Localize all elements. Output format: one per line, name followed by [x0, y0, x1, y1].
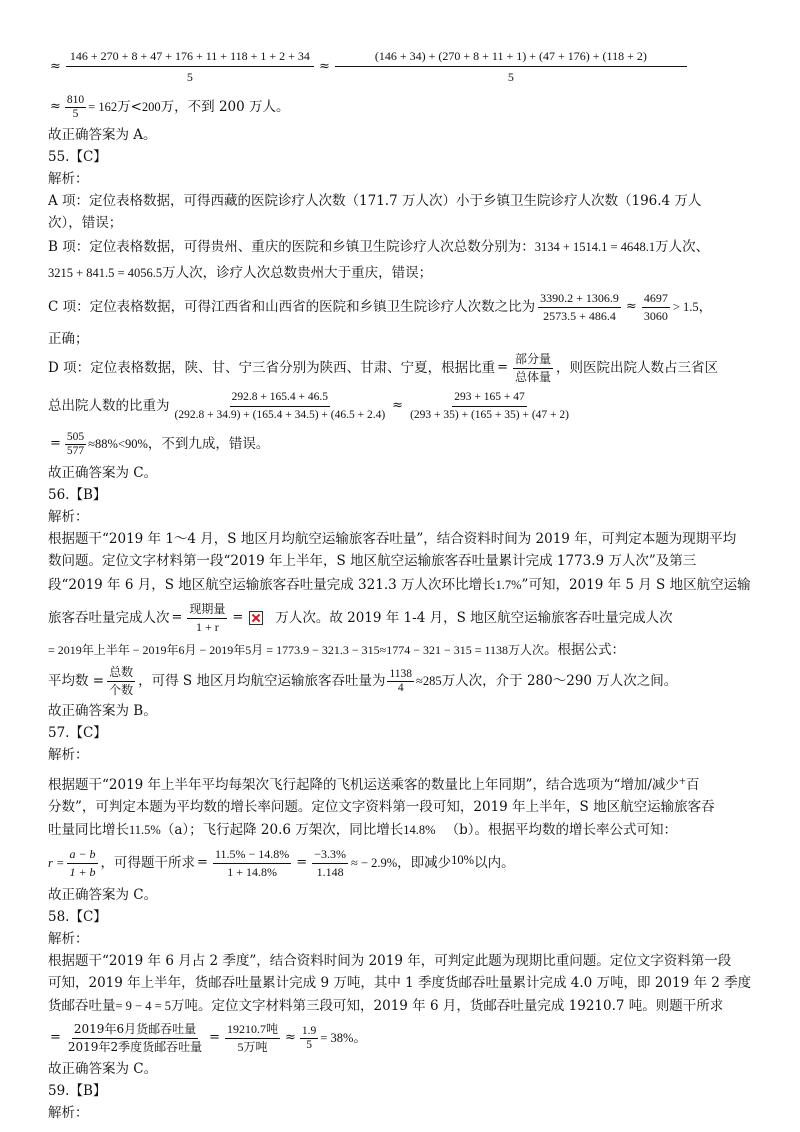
math-expression: = 38% — [320, 1031, 354, 1045]
math-expression: = 2019年上半年 − 2019年6月 − 2019年5月 = 1773.9 − 321.3 − 315≈1774 − 321 − 315 = 1138万人次 — [48, 643, 545, 657]
fraction-numerator: (146 + 34) + (270 + 8 + 11 + 1) + (47 + 176) + (118 + 2) — [335, 48, 687, 67]
fraction-sum-raw — [66, 48, 314, 85]
option-a-line: A 项：定位表格数据，可得西藏的医院诊疗人次数（171.7 万人次）小于乡镇卫生院诊疗人次数（196.4 万人 — [48, 193, 702, 209]
text-run: ， — [698, 299, 713, 315]
text-run: 。根据公式： — [544, 642, 626, 658]
option-b-line — [48, 234, 760, 260]
fraction-jiangxi-shanxi — [538, 291, 621, 324]
analysis-line — [48, 994, 760, 1018]
fraction-505-577 — [65, 431, 86, 458]
question-heading: 55.【C】 — [48, 149, 107, 165]
fraction-numerator: 19210.7吨 — [225, 1022, 280, 1039]
option-c-line: 正确； — [48, 331, 89, 347]
fraction-denominator: 1 + 14.8% — [227, 864, 277, 879]
approx-sign: ≈ — [50, 58, 61, 74]
fraction-numerator: 505 — [66, 430, 85, 443]
math-expression: = 9 − 4 = 5 — [115, 999, 172, 1013]
fraction-proportion-formula — [513, 352, 553, 385]
fraction-denominator: 2019年2季度货邮吞吐量 — [67, 1039, 203, 1054]
analysis-label: 解析： — [48, 1105, 89, 1121]
fraction-denominator: 5 — [186, 69, 193, 84]
answer-line: 故正确答案为 C。 — [48, 465, 158, 481]
fraction-denominator: 总体量 — [515, 369, 552, 384]
math-expression: 1.7% — [495, 578, 522, 592]
sec54-formula-line — [48, 42, 760, 90]
text-run: 平均数 = — [48, 673, 105, 689]
equals-sign: = — [497, 360, 509, 375]
text-run: 以内。 — [474, 855, 515, 871]
sec54-result-line — [48, 90, 760, 124]
math-expression: > 1.5 — [672, 300, 699, 314]
math-expression: ≈88%<90% — [88, 437, 148, 451]
fraction-denominator: 5万吨 — [237, 1039, 268, 1054]
math-expression: ≈285 — [416, 674, 442, 688]
math-expression: 200 — [141, 100, 161, 114]
fraction-growth-formula — [67, 847, 97, 880]
text-run: 段“2019 年 6 月，S 地区航空运输旅客吞吐量完成 321.3 万人次环比增长 — [48, 577, 496, 593]
analysis-line — [48, 598, 760, 638]
text-run: 万吨。定位文字材料第三段可知，2019 年 6 月，货邮吞吐量完成 19210.7 吨。则题干所求 — [171, 998, 724, 1014]
approx-sign: ≈ — [392, 398, 404, 413]
solution-page — [48, 42, 760, 1124]
fraction-numerator: 11.5% − 14.8% — [213, 847, 291, 864]
fraction-810-5 — [65, 94, 86, 121]
option-c-line — [48, 286, 760, 328]
option-a-line: 次），错误； — [48, 215, 123, 231]
fraction-numerator: 3390.2 + 1306.9 — [538, 291, 621, 308]
option-d-line — [48, 350, 760, 386]
fraction-denominator: 5 — [306, 1038, 312, 1051]
fraction-numerator: 292.8 + 165.4 + 46.5 — [230, 390, 330, 407]
math-expression: 3134 + 1514.1 = 4648.1 — [534, 240, 656, 254]
fraction-discharge-exact — [173, 390, 388, 423]
analysis-label: 解析： — [48, 747, 89, 763]
broken-image-icon — [249, 611, 263, 625]
analysis-label: 解析： — [48, 931, 89, 947]
question-heading: 56.【B】 — [48, 487, 107, 503]
fraction-numerator: 146 + 270 + 8 + 47 + 176 + 11 + 118 + 1 + 2 + 34 — [66, 48, 314, 67]
analysis-line — [48, 638, 760, 662]
analysis-line — [48, 1018, 760, 1058]
fraction-numerator: −3.3% — [312, 847, 348, 864]
analysis-line — [48, 842, 760, 884]
equals-sign: = — [232, 610, 244, 625]
fraction-denominator: 5 — [507, 69, 514, 84]
approx-sign: ≈ — [285, 1030, 296, 1045]
fraction-rate-result — [312, 847, 348, 880]
text-run: 旅客吞吐量完成人次 — [48, 610, 170, 626]
approx-sign: ≈ — [318, 58, 330, 74]
text-run: D 项：定位表格数据，陕、甘、宁三省分别为陕西、甘肃、宁夏，根据比重 — [48, 360, 496, 376]
fraction-denominator: 4 — [397, 681, 404, 694]
fraction-denominator: (292.8 + 34.9) + (165.4 + 34.5) + (46.5 + 2.4) — [174, 408, 386, 421]
analysis-label: 解析： — [48, 171, 89, 187]
text-run: ，不到九成，错误。 — [147, 436, 270, 452]
text-run: 总出院人数的比重为 — [48, 398, 170, 414]
text-run: C 项：定位表格数据，可得江西省和山西省的医院和乡镇卫生院诊疗人次数之比为 — [48, 299, 536, 315]
analysis-line — [48, 766, 760, 796]
text-run: 吐量同比增长 — [48, 822, 129, 838]
text-run: （b）。根据平均数的增长率公式可知： — [445, 822, 677, 838]
fraction-denominator: 个数 — [109, 682, 134, 697]
option-d-line — [48, 426, 760, 462]
math-expression: r = — [48, 856, 65, 870]
fraction-denominator: 5 — [72, 107, 79, 120]
answer-line: 故正确答案为 B。 — [48, 703, 157, 719]
fraction-numerator: 现期量 — [187, 602, 227, 619]
fraction-numerator: a − b — [67, 847, 97, 864]
analysis-label: 解析： — [48, 509, 89, 525]
text-run: 万人次、 — [655, 239, 710, 255]
fraction-denominator: (293 + 35) + (165 + 35) + (47 + 2) — [410, 408, 569, 421]
fraction-numerator: 1.9 — [301, 1024, 317, 1037]
equals-sign: = — [296, 855, 308, 870]
text-run: ，则医院出院人数占三省区 — [556, 360, 719, 376]
fraction-total-over-count — [107, 665, 135, 698]
fraction-denominator: 1 + b — [69, 864, 96, 879]
equals-sign: = — [197, 855, 208, 870]
fraction-numerator: 4697 — [642, 291, 670, 308]
analysis-line — [48, 572, 760, 598]
text-run: （a）；飞行起降 20.6 万架次，同比增长 — [160, 822, 404, 838]
answer-line: 故正确答案为 C。 — [48, 887, 158, 903]
text-run: 万< — [117, 99, 142, 115]
text-run: 货邮吞吐量 — [48, 998, 116, 1014]
math-expression: = 162 — [88, 100, 118, 114]
text-run: 。 — [353, 1030, 367, 1046]
math-expression: 11.5% — [129, 823, 161, 837]
text-run: ，可得题干所求 — [100, 855, 196, 871]
analysis-line — [48, 818, 760, 842]
fraction-rate-substituted — [213, 847, 291, 880]
text-run: 万人次。故 2019 年 1-4 月，S 地区航空运输旅客吞吐量完成人次 — [275, 610, 673, 626]
text-run: B 项：定位表格数据，可得贵州、重庆的医院和乡镇卫生院诊疗人次总数分别为： — [48, 239, 535, 255]
analysis-line: 分数”，可判定本题为平均数的增长率问题。定位文字资料第一段可知，2019 年上半年，S 地区航空运输旅客吞 — [48, 799, 715, 815]
math-expression: + — [678, 774, 686, 788]
fraction-june-over-q2 — [66, 1022, 204, 1055]
answer-line: 故正确答案为 C。 — [48, 1061, 158, 1077]
fraction-denominator: 577 — [66, 444, 85, 457]
fraction-numerator: 总数 — [107, 665, 135, 682]
text-run: 根据题干“2019 年上半年平均每架次飞行起降的飞机运送乘客的数量比上年同期”，结合选项为“增加/减少 — [48, 777, 679, 793]
fraction-sum-grouped — [335, 48, 687, 85]
math-expression: 3215 + 841.5 = 4056.5 — [48, 266, 163, 280]
fraction-denominator: 2573.5 + 486.4 — [543, 308, 616, 323]
text-run: 万人次，诊疗人次总数贵州大于重庆，错误； — [162, 265, 433, 281]
fraction-numerator: 1138 — [389, 667, 413, 680]
fraction-numerator: 810 — [66, 93, 85, 106]
question-heading: 57.【C】 — [48, 725, 107, 741]
equals-sign: = — [50, 1030, 61, 1045]
text-run: 百 — [685, 777, 700, 793]
analysis-line: 根据题干“2019 年 1～4 月，S 地区月均航空运输旅客吞吐量”，结合资料时间为 2019 年，可判定本题为现期平均 — [48, 531, 737, 547]
fraction-denominator: 1.148 — [316, 864, 344, 879]
fraction-current-over-growth — [187, 602, 227, 635]
math-expression: ≈ − 2.9% — [350, 856, 398, 870]
approx-sign: ≈ — [50, 99, 61, 114]
option-d-line — [48, 386, 760, 426]
text-run: 万，不到 200 万人。 — [160, 99, 290, 115]
fraction-denominator: 3060 — [643, 308, 668, 323]
fraction-discharge-rounded — [408, 390, 571, 423]
fraction-denominator: 1 + r — [196, 619, 219, 634]
equals-sign: = — [171, 610, 183, 625]
fraction-tons — [225, 1022, 280, 1055]
fraction-numerator: 293 + 165 + 47 — [452, 390, 526, 407]
analysis-line — [48, 662, 760, 700]
equals-sign: = — [50, 436, 61, 451]
fraction-numerator: 2019年6月货邮吞吐量 — [72, 1022, 198, 1039]
fraction-4697-3060 — [642, 291, 670, 324]
approx-sign: ≈ — [625, 299, 637, 314]
analysis-line: 数问题。定位文字材料第一段“2019 年上半年，S 地区航空运输旅客吞吐量累计完成 1773.9 万人次”及第三 — [48, 553, 697, 569]
fraction-1138-4 — [387, 668, 414, 695]
text-run: ”可知，2019 年 5 月 S 地区航空运输 — [521, 577, 751, 593]
text-run: ，可得 S 地区月均航空运输旅客吞吐量为 — [138, 673, 386, 689]
analysis-line: 可知，2019 年上半年，货邮吞吐量累计完成 9 万吨，其中 1 季度货邮吞吐量累计完成 4.0 万吨，即 2019 年 2 季度 — [48, 975, 752, 991]
question-heading: 59.【B】 — [48, 1083, 107, 1099]
fraction-1.9-5 — [300, 1025, 318, 1052]
analysis-line: 根据题干“2019 年 6 月占 2 季度”，结合资料时间为 2019 年，可判定此题为现期比重问题。定位文字资料第一段 — [48, 953, 732, 969]
equals-sign: = — [209, 1030, 220, 1045]
option-b-line — [48, 260, 760, 286]
math-expression: 10% — [451, 853, 475, 867]
text-run: ，即减少 — [397, 855, 452, 871]
math-expression: 14.8% — [403, 823, 436, 837]
answer-line: 故正确答案为 A。 — [48, 127, 157, 143]
question-heading: 58.【C】 — [48, 909, 107, 925]
text-run: 万人次，介于 280～290 万人次之间。 — [441, 673, 678, 689]
fraction-numerator: 部分量 — [513, 352, 553, 369]
